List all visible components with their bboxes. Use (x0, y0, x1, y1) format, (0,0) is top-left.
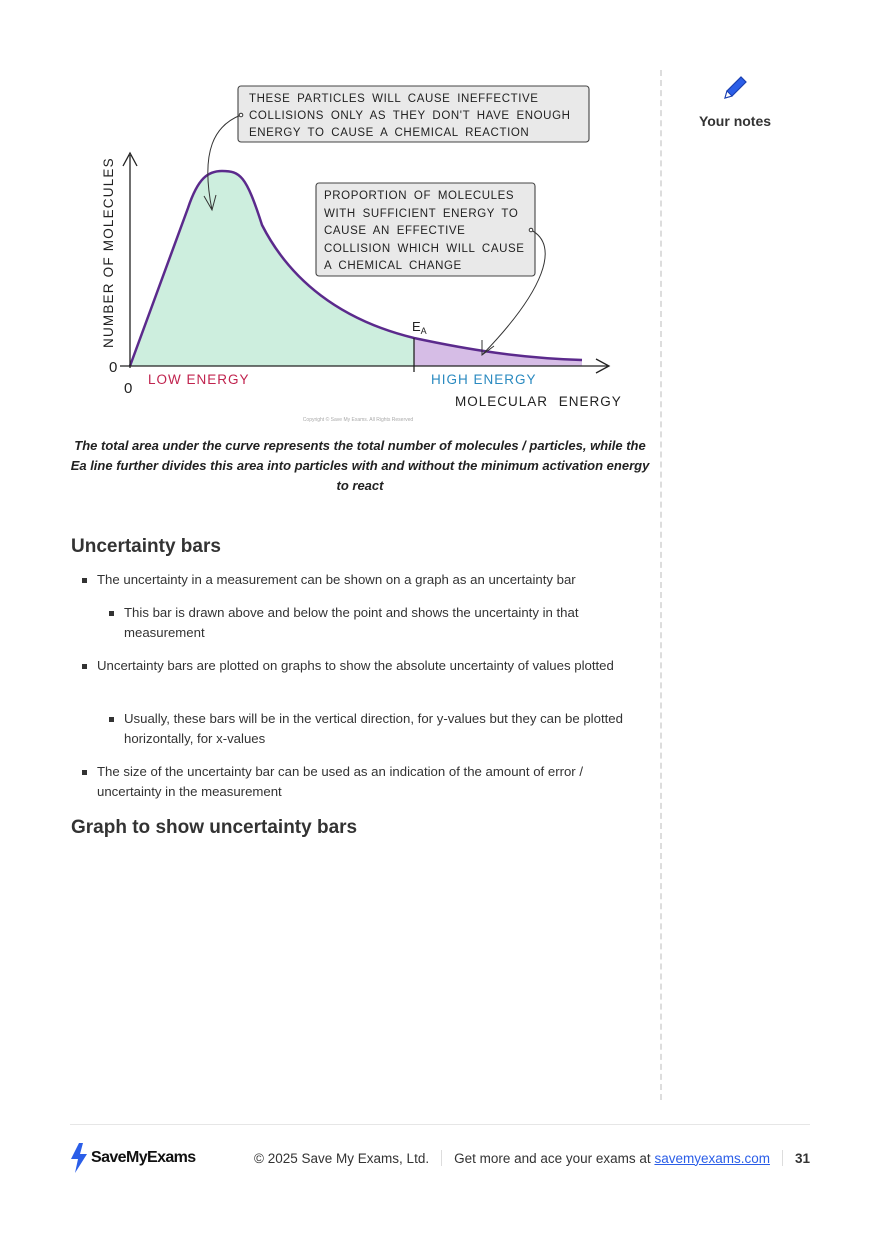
page-number: 31 (794, 1150, 810, 1166)
list-item: Uncertainty bars are plotted on graphs to show the absolute uncertainty of values plotted (97, 656, 627, 676)
list-item: Usually, these bars will be in the vertical direction, for y-values but they can be plotted horizontally, for x-values (124, 709, 624, 749)
footer-copyright: © 2025 Save My Exams, Ltd. (254, 1150, 430, 1166)
low-energy-label: LOW ENERGY (148, 372, 250, 387)
x-zero: 0 (124, 380, 133, 397)
callout-top-line: THESE PARTICLES WILL CAUSE INEFFECTIVE (249, 93, 539, 105)
your-notes-label: Your notes (698, 113, 772, 129)
callout-right-line: WITH SUFFICIENT ENERGY TO (324, 208, 519, 220)
y-axis-label: NUMBER OF MOLECULES (101, 157, 116, 348)
brand-name: SaveMyExams (91, 1149, 196, 1166)
footer (70, 1145, 810, 1171)
ea-label: $E_A$ (412, 319, 427, 336)
callout-right-line: CAUSE AN EFFECTIVE (324, 225, 466, 237)
brand-logo[interactable] (70, 1143, 196, 1173)
callout-top-line: ENERGY TO CAUSE A CHEMICAL REACTION (249, 127, 530, 139)
subheading: Graph to show uncertainty bars (71, 817, 358, 838)
list-item: The size of the uncertainty bar can be used as an indication of the amount of error / uncertainty in the measurement (97, 762, 627, 802)
list-item: The uncertainty in a measurement can be shown on a graph as an uncertainty bar (97, 570, 637, 590)
section-heading: Uncertainty bars (71, 536, 221, 557)
footer-divider (70, 1124, 810, 1125)
pencil-icon (719, 72, 751, 104)
list-item: This bar is drawn above and below the point and shows the uncertainty in that measurement (124, 603, 624, 643)
your-notes (690, 72, 780, 129)
callout-right-line: PROPORTION OF MOLECULES (324, 190, 515, 202)
footer-cta: Get more and ace your exams at (454, 1150, 655, 1166)
x-axis-label: MOLECULAR ENERGY (455, 394, 622, 409)
copyright-watermark: Copyright © Save My Exams. All Rights Reserved (302, 417, 414, 423)
y-zero: 0 (109, 359, 118, 376)
high-energy-label: HIGH ENERGY (431, 372, 537, 387)
callout-right-line: COLLISION WHICH WILL CAUSE (324, 243, 525, 255)
notes-divider (660, 70, 662, 1100)
callout-top-line: COLLISIONS ONLY AS THEY DON'T HAVE ENOUGH (249, 110, 571, 122)
lightning-icon (70, 1143, 88, 1173)
website-link[interactable]: savemyexams.com (654, 1150, 770, 1166)
maxwell-boltzmann-diagram (0, 0, 880, 430)
figure-caption: The total area under the curve represents the total number of molecules / particles, while the Ea line further divides this area into particles with and without the minimum activation energy to react (70, 438, 650, 493)
callout-right-line: A CHEMICAL CHANGE (324, 260, 462, 272)
